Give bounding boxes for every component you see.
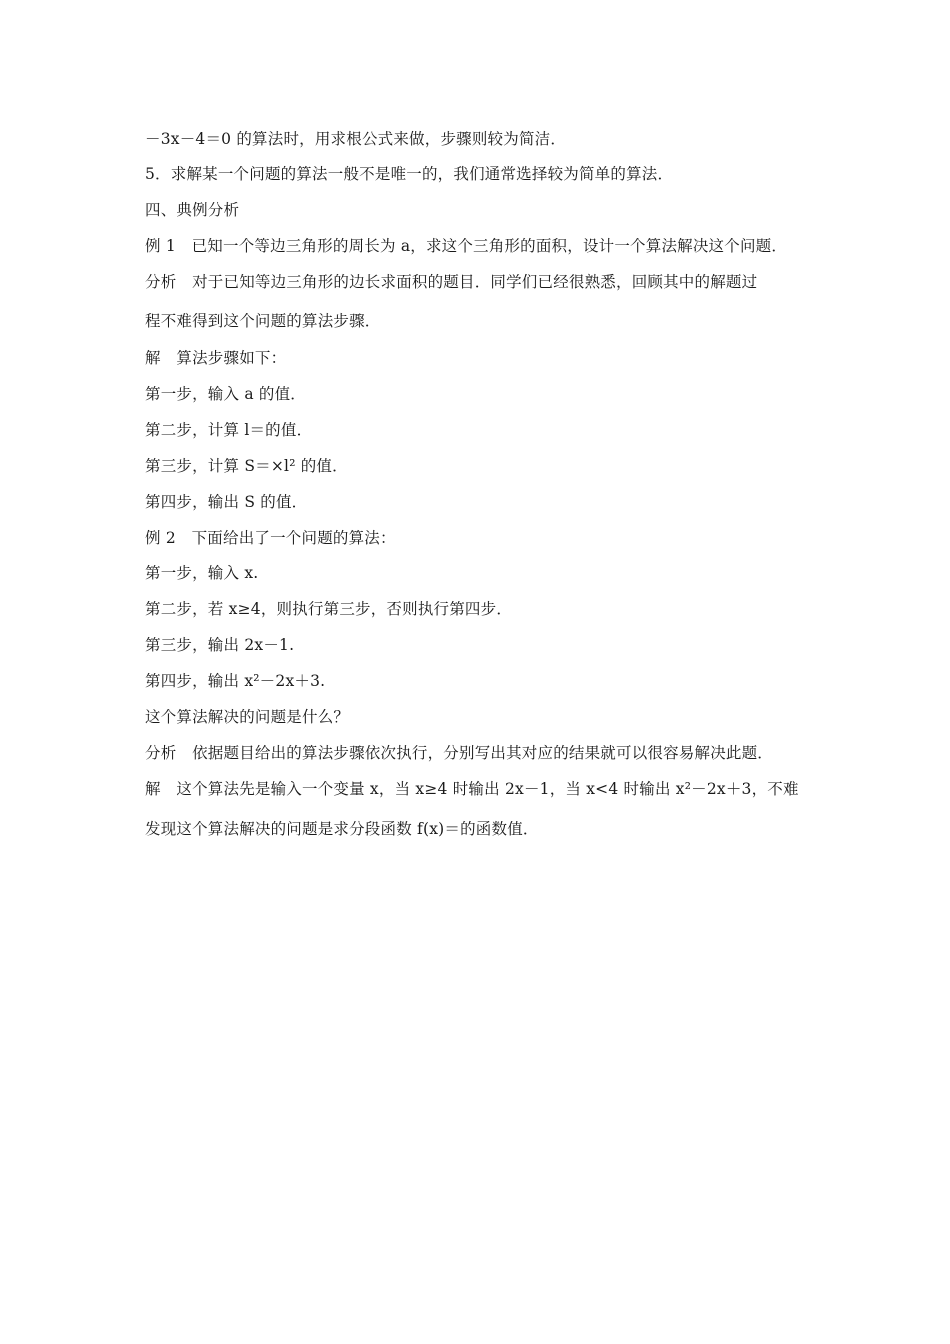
example-2-question: 这个算法解决的问题是什么？ bbox=[145, 708, 350, 726]
example-2-step-2: 第二步，若 x≥4，则执行第三步，否则执行第四步． bbox=[145, 600, 513, 618]
solution-1-step-2: 第二步，计算 l＝的值． bbox=[145, 421, 313, 439]
analysis-1-line-1: 分析 对于已知等边三角形的边长求面积的题目．同学们已经很熟悉，回顾其中的解题过 bbox=[145, 273, 758, 291]
text-line-1: －3x－4＝0 的算法时，用求根公式来做，步骤则较为简洁． bbox=[145, 130, 567, 148]
example-2-step-4: 第四步，输出 x²－2x＋3. bbox=[145, 672, 326, 690]
example-1-statement: 例 1 已知一个等边三角形的周长为 a，求这个三角形的面积，设计一个算法解决这个问题． bbox=[145, 237, 788, 255]
analysis-1-line-2: 程不难得到这个问题的算法步骤． bbox=[145, 312, 381, 330]
analysis-2: 分析 依据题目给出的算法步骤依次执行，分别写出其对应的结果就可以很容易解决此题． bbox=[145, 744, 774, 762]
example-2-step-1: 第一步，输入 x. bbox=[145, 564, 259, 582]
solution-2-line-2: 发现这个算法解决的问题是求分段函数 f(x)＝的函数值． bbox=[145, 820, 539, 838]
solution-2-line-1: 解 这个算法先是输入一个变量 x，当 x≥4 时输出 2x－1，当 x<4 时输出 x²－2x＋3，不难 bbox=[145, 780, 799, 798]
solution-1-step-4: 第四步，输出 S 的值． bbox=[145, 493, 308, 511]
solution-1-step-1: 第一步，输入 a 的值． bbox=[145, 385, 306, 403]
text-line-2: 5．求解某一个问题的算法一般不是唯一的，我们通常选择较为简单的算法． bbox=[145, 165, 674, 183]
solution-1-heading: 解 算法步骤如下： bbox=[145, 349, 287, 367]
example-2-statement: 例 2 下面给出了一个问题的算法： bbox=[145, 529, 396, 547]
section-heading: 四、典例分析 bbox=[145, 201, 240, 219]
example-2-step-3: 第三步，输出 2x－1. bbox=[145, 636, 295, 654]
solution-1-step-3: 第三步，计算 S＝×l² 的值． bbox=[145, 457, 348, 475]
